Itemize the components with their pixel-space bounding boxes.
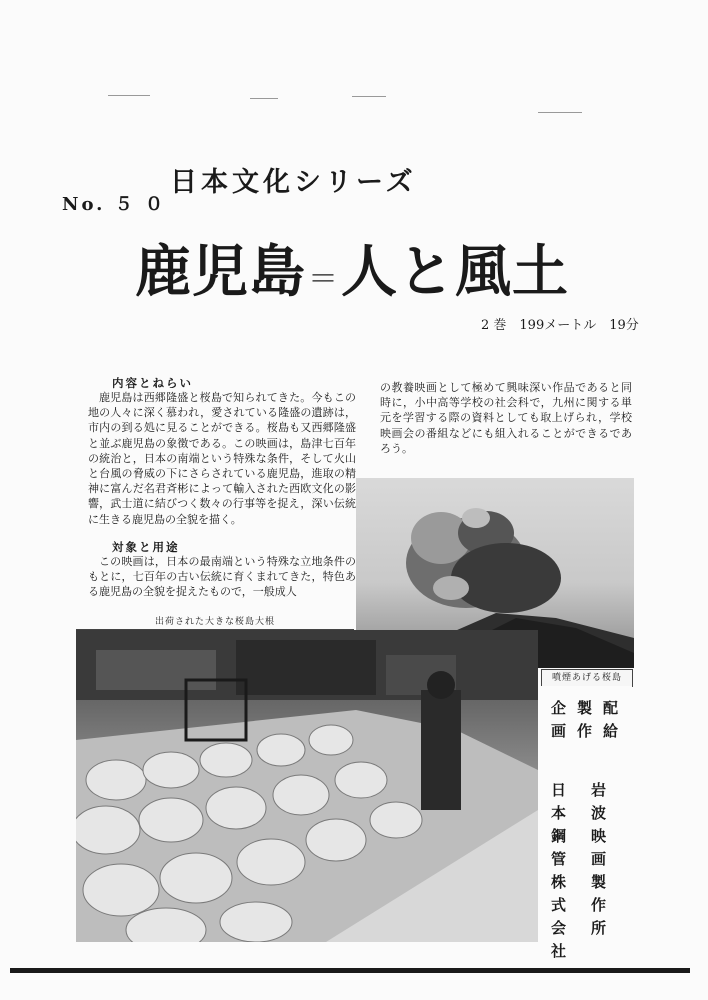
main-title <box>135 228 569 308</box>
crowd-photo-caption: 出荷された大きな桜島大根 <box>76 614 354 630</box>
credit-sponsor-name: 日本鋼管株式会社 <box>549 782 567 966</box>
scan-mark <box>538 112 582 113</box>
bottom-rule <box>10 968 690 973</box>
daikon-market-photo <box>76 630 538 942</box>
credit-producer-name: 岩波映画製作所 <box>589 782 607 943</box>
issue-number: No. ５ ０ <box>62 194 166 215</box>
series-title: 日本文化シリーズ <box>170 167 417 198</box>
volcano-photo-caption: 噴煙あげる桜島 <box>541 669 633 687</box>
continued-paragraph: の教養映画として極めて興味深い作品であると同時に，小中高等学校の社会科で，九州に関する単元を学習する際の資料としても取上げられ，学校映画会の番組などにも組入れることができるであろう。 <box>380 381 632 455</box>
purpose-heading: 内容とねらい <box>112 376 193 390</box>
scan-mark <box>352 96 386 97</box>
audience-heading: 対象と用途 <box>112 540 180 554</box>
film-info: 2 巻 199メートル 19分 <box>481 318 639 333</box>
credit-distribution-label: 配給 <box>601 700 619 746</box>
credits-box <box>538 686 632 966</box>
market-illustration <box>76 630 538 942</box>
title-place: 鹿児島 <box>135 240 306 305</box>
purpose-paragraph: 鹿児島は西郷隆盛と桜島で知られてきた。今もこの地の人々に深く慕われ，愛されている隆盛の遺跡は，市内の到る処に見ることができる。桜島も又西郷隆盛と並ぶ鹿児島の象徴である。この映画は，島津七百年の統治と，日本の南端という特殊な条件，そして火山と台風の脅威の下にさらされている鹿児島，進取の精神に富んだ名君斉彬によって輸入された西欧文化の影響，武士道に結びつく数々の行事等を捉え，深い伝統に生きる鹿児島の全貌を描く。 <box>88 391 356 526</box>
scan-mark <box>250 98 278 99</box>
title-separator: ＝ <box>308 261 339 297</box>
credit-production-label: 製作 <box>575 700 593 746</box>
credit-planning-label: 企画 <box>549 700 567 746</box>
title-subject: 人と風土 <box>341 240 569 305</box>
audience-paragraph: この映画は，日本の最南端という特殊な立地条件のもとに，七百年の古い伝統に育くまれてきた，特色ある鹿児島の全貌を捉えたもので，一般成人 <box>88 555 356 599</box>
scan-mark <box>108 95 150 96</box>
